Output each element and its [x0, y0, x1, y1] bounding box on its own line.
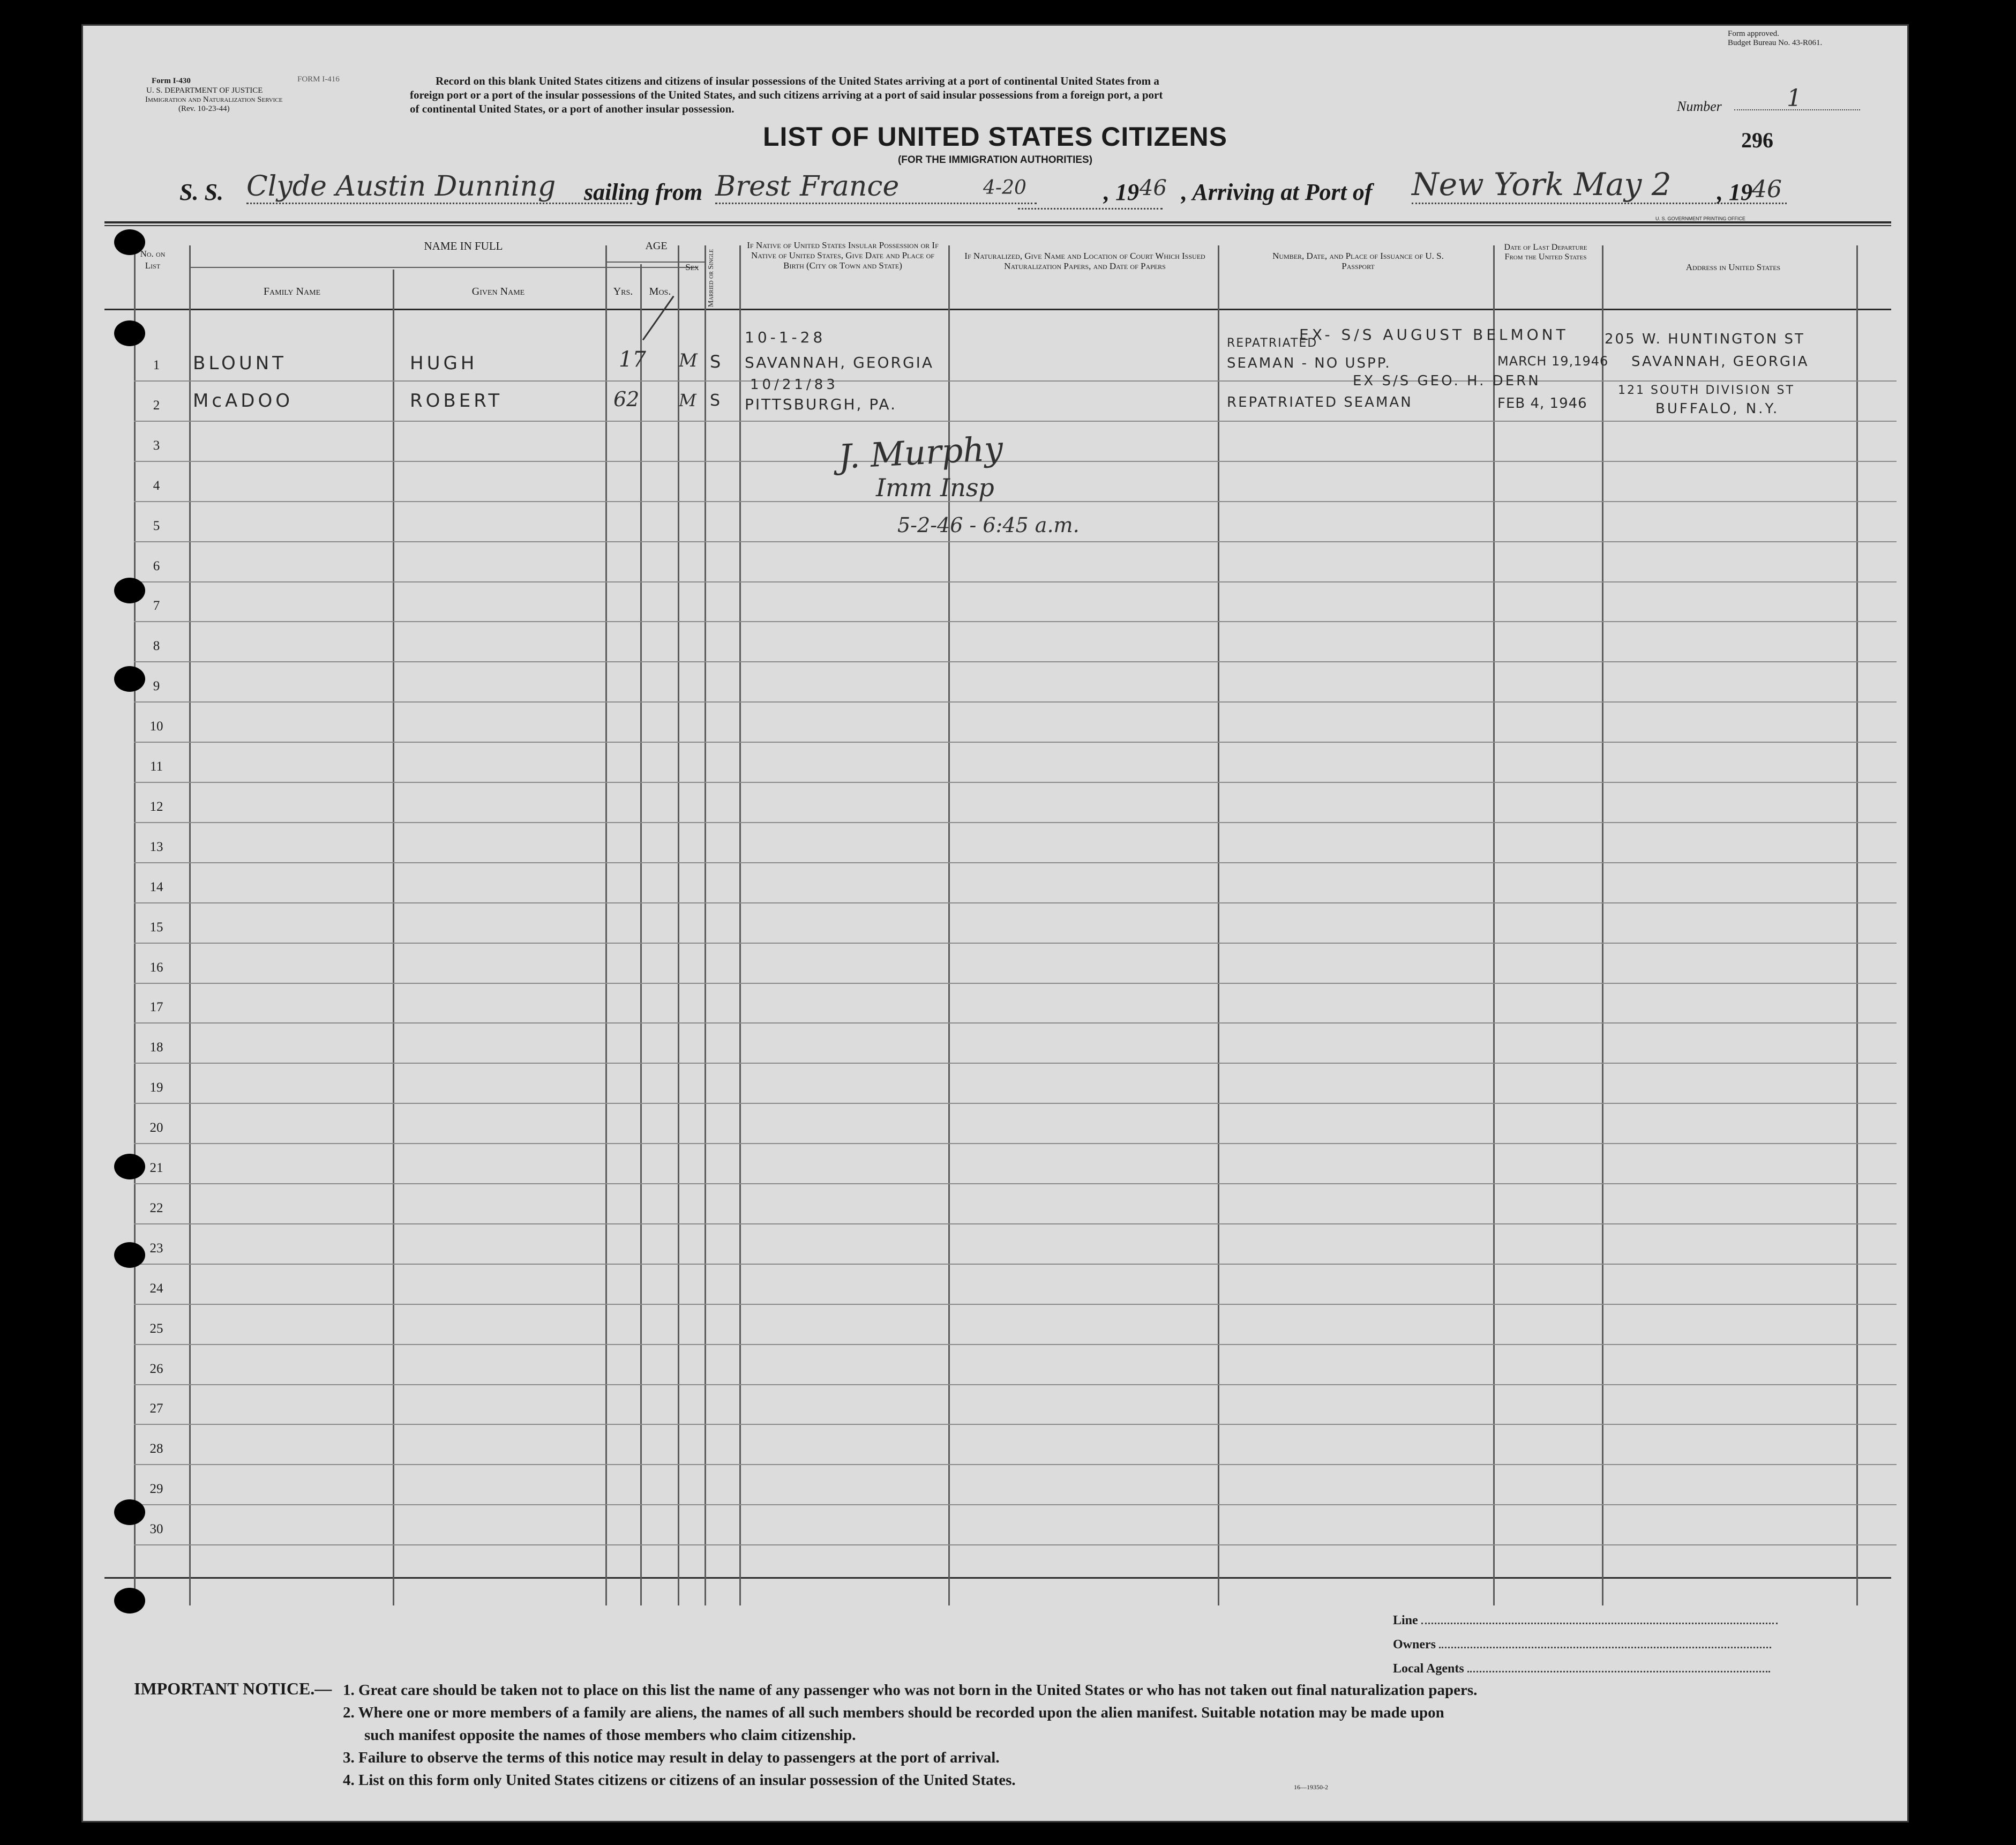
row-rule — [134, 461, 1897, 462]
inspector-signature: J. Murphy — [837, 429, 1004, 476]
row-rule — [134, 902, 1897, 903]
row-number: 11 — [149, 759, 163, 774]
col-header-passport: Number, Date, and Place of Issuance of U. S. Passport — [1272, 251, 1444, 271]
row-number: 14 — [149, 879, 163, 894]
agents-field — [1393, 1660, 1770, 1676]
row1-address-line2: SAVANNAH, GEORGIA — [1631, 354, 1809, 370]
row-number: 8 — [153, 639, 160, 654]
page-subtitle: (FOR THE IMMIGRATION AUTHORITIES) — [897, 154, 1093, 166]
table-top-border-2 — [104, 225, 1891, 226]
col-header-departure: Date of Last Departure From the United States — [1504, 243, 1587, 262]
row-rule — [134, 661, 1897, 662]
row-number: 27 — [149, 1401, 163, 1416]
service-name: Immigration and Naturalization Service — [145, 95, 283, 104]
row1-birth-date: 10-1-28 — [745, 328, 826, 346]
voyage-line — [179, 178, 223, 206]
row1-marital: S — [710, 352, 724, 372]
row-number: 5 — [153, 518, 160, 533]
row-rule — [134, 1344, 1897, 1345]
row-rule — [134, 701, 1897, 703]
row-number: 12 — [149, 799, 163, 814]
owners-label: Owners — [1393, 1638, 1436, 1652]
instruction-line: of continental United States, or a port of another insular possession. — [410, 102, 735, 115]
row-number: 9 — [153, 679, 160, 694]
notice-item: 1. Great care should be taken not to place on this list the name of any passenger who was not born in the United States or who has not taken out final naturalization papers. — [343, 1682, 1478, 1699]
department-name: U. S. DEPARTMENT OF JUSTICE — [146, 86, 263, 95]
col-header-yrs: Yrs. — [613, 286, 633, 297]
col-header-family: Family Name — [263, 286, 321, 297]
col-rule — [1602, 245, 1603, 1605]
col-rule — [393, 270, 394, 1605]
col-header-married: Married or Single — [707, 249, 715, 308]
row1-passport-line1: REPATRIATED — [1227, 337, 1318, 350]
row2-address-line2: BUFFALO, N.Y. — [1655, 401, 1780, 417]
notice-item: such manifest opposite the names of those members who claim citizenship. — [364, 1727, 856, 1744]
row1-address-line1: 205 W. HUNTINGTON ST — [1605, 331, 1805, 347]
year-prefix-1: , 19 — [1104, 179, 1139, 205]
year-prefix-2: , 19 — [1717, 179, 1752, 205]
binder-hole — [114, 320, 145, 346]
row-number: 6 — [153, 558, 160, 573]
binder-hole — [114, 229, 145, 255]
row-rule — [134, 501, 1897, 502]
number-label: Number — [1677, 99, 1722, 114]
col-rule — [189, 245, 191, 1605]
row-rule — [134, 1022, 1897, 1024]
row-rule — [134, 822, 1897, 823]
row-number: 16 — [149, 960, 163, 975]
row-rule — [134, 1424, 1897, 1425]
row-number: 17 — [149, 1000, 163, 1015]
row-rule — [134, 1103, 1897, 1104]
col-header-no: No. on List — [140, 249, 166, 271]
col-header-address: Address in United States — [1685, 262, 1781, 272]
printer-note: U. S. GOVERNMENT PRINTING OFFICE — [1655, 216, 1745, 221]
form-number: Form I-430 — [152, 77, 191, 85]
row-number: 26 — [149, 1361, 163, 1376]
row-rule — [134, 862, 1897, 863]
binder-hole — [114, 1499, 145, 1525]
row2-years: 62 — [613, 387, 640, 411]
col-header-sex: Sex — [685, 262, 699, 272]
row-rule — [134, 1504, 1897, 1505]
row1-birth-place: SAVANNAH, GEORGIA — [745, 354, 934, 371]
departure-port: Brest France — [715, 170, 1037, 204]
row1-slash — [642, 296, 675, 341]
row-number: 13 — [149, 839, 163, 854]
row2-family-name: McADOO — [193, 390, 293, 412]
row-rule — [134, 1183, 1897, 1184]
row2-given-name: ROBERT — [410, 390, 503, 412]
col-header-mos: Mos. — [649, 286, 671, 297]
binder-hole — [114, 578, 145, 603]
row2-passport-above: EX S/S GEO. H. DERN — [1353, 373, 1541, 389]
row-rule — [134, 380, 1897, 382]
date-underline — [1018, 208, 1163, 210]
line-label: Line — [1393, 1614, 1418, 1627]
col-header-birth: If Native of United States Insular Possession or If Native of United States, Give Date and Place of Birth (City or Town and State) — [747, 240, 939, 271]
row-rule — [134, 1223, 1897, 1224]
form-alt-number: FORM I-416 — [297, 75, 340, 84]
approval-line-1: Form approved. — [1728, 29, 1779, 38]
col-header-name: NAME IN FULL — [424, 240, 503, 252]
row-number: 15 — [149, 920, 163, 935]
row-number: 1 — [153, 358, 160, 372]
arrival-year: 46 — [1752, 176, 1782, 203]
line-field — [1393, 1612, 1778, 1628]
revision-date: (Rev. 10-23-44) — [178, 104, 230, 113]
row-rule — [134, 742, 1897, 743]
arrival-port-date: New York May 2 — [1412, 166, 1787, 204]
binder-hole — [114, 1154, 145, 1179]
notice-item: 4. List on this form only United States citizens or citizens of an insular possession of the United States. — [343, 1772, 1016, 1789]
agents-label: Local Agents — [1393, 1662, 1464, 1676]
row-rule — [134, 1143, 1897, 1144]
notice-list — [343, 1679, 1477, 1791]
row2-passport-line1: REPATRIATED SEAMAN — [1227, 394, 1413, 410]
notice-item: 2. Where one or more members of a family are aliens, the names of all such members should be recorded upon the alien manifest. Suitable notation may be made upon — [343, 1704, 1444, 1721]
row2-sex: M — [679, 390, 696, 410]
row-number: 29 — [149, 1482, 163, 1497]
row-number: 10 — [149, 719, 163, 734]
page-number: 296 — [1741, 128, 1773, 152]
owners-underline — [1439, 1636, 1771, 1648]
departure-date: 4-20 — [983, 177, 1026, 199]
instruction-line: foreign port or a port of the insular possessions of the United States, and such citizens arriving at a port of said insular possessions from a foreign port, a port — [410, 88, 1163, 101]
row-number: 21 — [149, 1161, 163, 1175]
print-code: 16—19350-2 — [1294, 1783, 1328, 1791]
table-top-border — [104, 221, 1891, 223]
row1-family-name: BLOUNT — [193, 353, 287, 374]
row-rule — [134, 1063, 1897, 1064]
arriving-label: , Arriving at Port of — [1181, 179, 1373, 205]
row1-passport-line2: SEAMAN - NO USPP. — [1227, 355, 1391, 371]
row-rule — [134, 1264, 1897, 1265]
row-rule — [134, 541, 1897, 542]
col-header-age: AGE — [645, 240, 668, 252]
col-header-naturalized: If Naturalized, Give Name and Location of Court Which Issued Naturalization Papers, and Date of Papers — [964, 251, 1205, 271]
binder-hole — [114, 1588, 145, 1614]
row-number: 4 — [153, 478, 160, 493]
row-number: 25 — [149, 1321, 163, 1336]
row-number: 7 — [153, 599, 160, 614]
row-number: 18 — [149, 1040, 163, 1055]
row-number: 30 — [149, 1522, 163, 1537]
row1-years: 17 — [619, 347, 646, 372]
col-rule — [640, 264, 642, 1605]
header-bottom-border — [104, 309, 1891, 310]
row-number: 28 — [149, 1441, 163, 1456]
row2-birth-date: 10/21/83 — [750, 377, 838, 393]
row-rule — [134, 782, 1897, 783]
row-number: 19 — [149, 1080, 163, 1095]
row-rule — [134, 1304, 1897, 1305]
ss-label: S. S. — [179, 179, 223, 205]
row-rule — [134, 1464, 1897, 1465]
notice-item: 3. Failure to observe the terms of this notice may result in delay to passengers at the port of arrival. — [343, 1749, 1000, 1766]
row-rule — [134, 943, 1897, 944]
col-rule — [134, 245, 136, 1605]
row-number: 24 — [149, 1281, 163, 1296]
page-title: LIST OF UNITED STATES CITIZENS — [762, 122, 1228, 152]
instruction-line: Record on this blank United States citizens and citizens of insular possessions of the United States arriving at a port of continental United States from a — [436, 74, 1159, 87]
number-value: 1 — [1787, 85, 1802, 112]
col-rule — [1218, 245, 1219, 1605]
row-number: 3 — [153, 438, 160, 453]
row-rule — [134, 621, 1897, 622]
row1-departure: MARCH 19,1946 — [1497, 354, 1609, 369]
row1-given-name: HUGH — [410, 353, 478, 374]
row2-departure: FEB 4, 1946 — [1497, 395, 1587, 412]
name-sub-rule — [189, 267, 698, 268]
col-header-given: Given Name — [471, 286, 525, 297]
row-number: 22 — [149, 1200, 163, 1215]
inspector-title: Imm Insp — [876, 473, 994, 502]
binder-hole — [114, 666, 145, 692]
inspection-timestamp: 5-2-46 - 6:45 a.m. — [897, 513, 1080, 537]
row-rule — [134, 983, 1897, 984]
row-number: 2 — [153, 398, 160, 413]
row-rule — [134, 1544, 1897, 1545]
ship-name: Clyde Austin Dunning — [246, 170, 632, 204]
row1-passport-above: EX- S/S AUGUST BELMONT — [1299, 326, 1569, 343]
approval-line-2: Budget Bureau No. 43-R061. — [1728, 39, 1823, 47]
col-rule — [605, 245, 607, 1605]
line-underline — [1421, 1612, 1778, 1624]
row-number: 20 — [149, 1121, 163, 1136]
binder-hole — [114, 1242, 145, 1268]
sailing-from-label: sailing from — [584, 179, 703, 205]
row2-birth-place: PITTSBURGH, PA. — [745, 395, 897, 413]
table-bottom-border — [104, 1577, 1891, 1579]
departure-year: 46 — [1140, 176, 1167, 200]
col-rule — [1493, 245, 1495, 1605]
row2-address-line1: 121 SOUTH DIVISION ST — [1618, 384, 1795, 397]
col-rule — [739, 245, 741, 1605]
instructions-block — [410, 74, 1163, 116]
owners-field — [1393, 1636, 1771, 1652]
row-rule — [134, 581, 1897, 582]
manifest-sheet — [81, 24, 1909, 1822]
row-rule — [134, 421, 1897, 422]
col-rule — [1856, 245, 1858, 1605]
col-rule — [705, 245, 706, 1605]
row2-marital: S — [710, 391, 724, 410]
row1-sex: M — [679, 350, 698, 371]
notice-heading: IMPORTANT NOTICE.— — [134, 1679, 332, 1698]
row-number: 23 — [149, 1241, 163, 1256]
row-rule — [134, 1384, 1897, 1385]
col-rule — [678, 245, 679, 1605]
agents-underline — [1467, 1660, 1770, 1672]
